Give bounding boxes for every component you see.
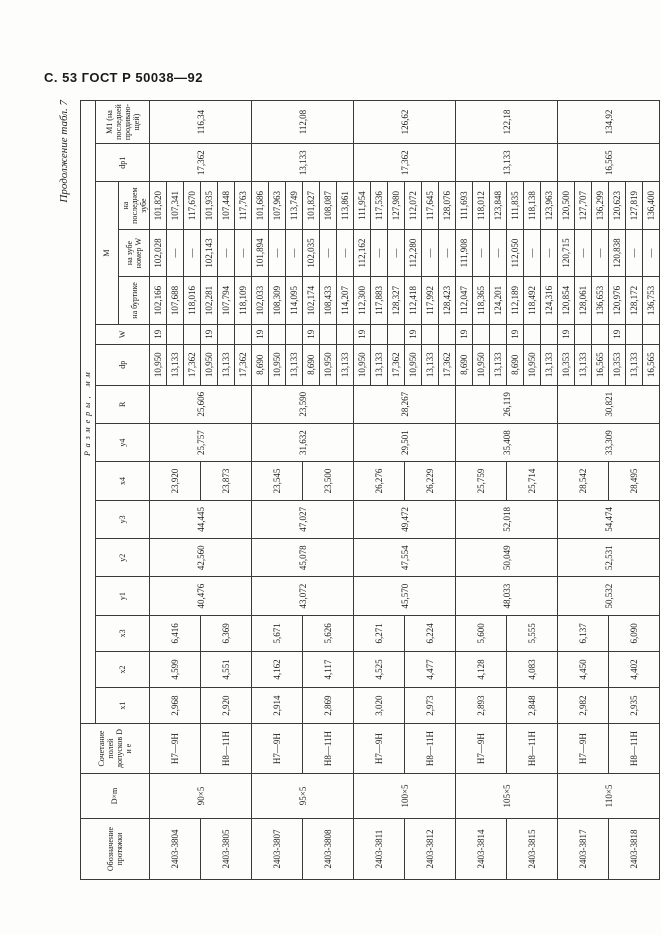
cell-m-burt: 114,207: [337, 277, 354, 324]
cell-x4: 23,873: [201, 462, 252, 500]
cell-m-zub: 102,035: [303, 229, 320, 276]
cell-m-burt: 112,418: [405, 277, 422, 324]
cell-w: 19: [609, 324, 626, 344]
cell-dp: 13,133: [422, 344, 439, 385]
cell-x4: 25,714: [507, 462, 558, 500]
cell-dp: 8,690: [507, 344, 524, 385]
cell-m-burt: 118,016: [184, 277, 201, 324]
cell-m-burt: 128,061: [575, 277, 592, 324]
cell-dp1: 17,362: [354, 144, 456, 182]
cell-m-last: 123,848: [490, 182, 507, 229]
cell-m-last: 101,827: [303, 182, 320, 229]
header-m1: M1 (на последней продивающей): [96, 101, 150, 144]
table-row: [558, 101, 575, 880]
cell-m-burt: 108,309: [269, 277, 286, 324]
cell-designation: 2403-3814: [456, 819, 507, 880]
cell-y4: 25,757: [150, 423, 252, 461]
cell-m-burt: 102,174: [303, 277, 320, 324]
dimensions-title: Размеры, мм: [81, 101, 96, 724]
cell-m-zub: —: [218, 229, 235, 276]
cell-m-zub: —: [269, 229, 286, 276]
cell-w: 19: [507, 324, 524, 344]
cell-m-zub: —: [524, 229, 541, 276]
cell-m-last: 101,820: [150, 182, 167, 229]
cell-m-zub: —: [388, 229, 405, 276]
cell-x3: 6,224: [405, 615, 456, 651]
cell-dp: 8,690: [252, 344, 269, 385]
cell-y3: 44,445: [150, 500, 252, 538]
cell-dxm: 90×5: [150, 773, 252, 818]
cell-x2: 4,599: [150, 651, 201, 687]
table-row: [354, 101, 371, 880]
cell-designation: 2403-3805: [201, 819, 252, 880]
cell-w: [643, 324, 660, 344]
cell-w: [626, 324, 643, 344]
cell-w: 19: [354, 324, 371, 344]
cell-m-zub: 111,908: [456, 229, 473, 276]
cell-w: [422, 324, 439, 344]
cell-m-burt: 107,794: [218, 277, 235, 324]
page-header: С. 53 ГОСТ Р 50038—92: [44, 70, 204, 85]
cell-tolerance: H7—9H: [354, 724, 405, 774]
cell-dp: 10,950: [320, 344, 337, 385]
cell-x2: 4,477: [405, 651, 456, 687]
cell-m-last: 120,623: [609, 182, 626, 229]
cell-m-burt: 112,047: [456, 277, 473, 324]
cell-w: [439, 324, 456, 344]
cell-dp: 13,133: [371, 344, 388, 385]
cell-m-burt: 124,316: [541, 277, 558, 324]
cell-w: [371, 324, 388, 344]
cell-w: [524, 324, 541, 344]
cell-m-burt: 118,109: [235, 277, 252, 324]
cell-m-zub: —: [490, 229, 507, 276]
cell-m-burt: 120,854: [558, 277, 575, 324]
cell-designation: 2403-3804: [150, 819, 201, 880]
cell-dp: 10,950: [473, 344, 490, 385]
rotated-table-area: [58, 100, 656, 880]
cell-m-zub: —: [337, 229, 354, 276]
cell-m1: 122,18: [456, 101, 558, 144]
cell-dp: 13,133: [337, 344, 354, 385]
cell-x1: 2,968: [150, 688, 201, 724]
cell-dp: 17,362: [388, 344, 405, 385]
cell-dp: 13,133: [626, 344, 643, 385]
cell-x3: 5,626: [303, 615, 354, 651]
cell-m-burt: 114,095: [286, 277, 303, 324]
cell-w: [218, 324, 235, 344]
cell-dxm: 110×5: [558, 773, 660, 818]
cell-dp: 10,950: [354, 344, 371, 385]
cell-dp: 13,133: [541, 344, 558, 385]
cell-y1: 45,570: [354, 577, 456, 615]
cell-m-last: 111,693: [456, 182, 473, 229]
header-m-zub: на зубе номер W: [119, 229, 150, 276]
cell-dxm: 105×5: [456, 773, 558, 818]
cell-x3: 6,137: [558, 615, 609, 651]
cell-m-last: 120,500: [558, 182, 575, 229]
cell-x4: 23,920: [150, 462, 201, 500]
header-dp1: dp1: [96, 144, 150, 182]
cell-x3: 6,416: [150, 615, 201, 651]
cell-y2: 50,049: [456, 539, 558, 577]
cell-m-zub: 120,715: [558, 229, 575, 276]
cell-x3: 6,090: [609, 615, 660, 651]
cell-x3: 5,671: [252, 615, 303, 651]
cell-m-zub: 101,894: [252, 229, 269, 276]
header-y1: y1: [96, 577, 150, 615]
cell-m-zub: 112,280: [405, 229, 422, 276]
cell-dp1: 17,362: [150, 144, 252, 182]
cell-x1: 2,848: [507, 688, 558, 724]
header-dp: dp: [96, 344, 150, 385]
cell-m-last: 101,935: [201, 182, 218, 229]
cell-m-burt: 118,492: [524, 277, 541, 324]
cell-dp: 13,133: [167, 344, 184, 385]
cell-y4: 29,501: [354, 423, 456, 461]
header-x1: x1: [96, 688, 150, 724]
cell-designation: 2403-3811: [354, 819, 405, 880]
cell-m-zub: —: [575, 229, 592, 276]
header-w: W: [96, 324, 150, 344]
header-m: M: [96, 182, 119, 324]
cell-m1: 116,34: [150, 101, 252, 144]
header-y2: y2: [96, 539, 150, 577]
cell-x4: 26,229: [405, 462, 456, 500]
cell-w: [575, 324, 592, 344]
cell-x4: 23,545: [252, 462, 303, 500]
cell-m-last: 128,076: [439, 182, 456, 229]
cell-m-burt: 107,688: [167, 277, 184, 324]
table-body: [150, 101, 660, 880]
cell-m-last: 127,819: [626, 182, 643, 229]
cell-dp: 13,133: [286, 344, 303, 385]
cell-dp: 13,133: [575, 344, 592, 385]
cell-tolerance: H7—9H: [456, 724, 507, 774]
dimensions-table: [80, 100, 660, 880]
header-y4: y4: [96, 423, 150, 461]
cell-y2: 45,078: [252, 539, 354, 577]
cell-y3: 54,474: [558, 500, 660, 538]
cell-x4: 28,542: [558, 462, 609, 500]
cell-dp: 10,353: [558, 344, 575, 385]
cell-m-last: 118,012: [473, 182, 490, 229]
table-row: [201, 101, 218, 880]
cell-m-last: 111,835: [507, 182, 524, 229]
cell-m-last: 117,670: [184, 182, 201, 229]
header-x2: x2: [96, 651, 150, 687]
cell-x1: 2,973: [405, 688, 456, 724]
cell-y2: 42,560: [150, 539, 252, 577]
cell-y1: 40,476: [150, 577, 252, 615]
cell-x4: 25,759: [456, 462, 507, 500]
table-row: [252, 101, 269, 880]
cell-m-zub: —: [184, 229, 201, 276]
cell-tolerance: H7—9H: [558, 724, 609, 774]
cell-w: [592, 324, 609, 344]
cell-y2: 47,554: [354, 539, 456, 577]
table-rotated-frame: [58, 100, 656, 880]
header-dxm: D×m: [81, 773, 150, 818]
cell-r: 26,119: [456, 385, 558, 423]
cell-m-burt: 124,201: [490, 277, 507, 324]
cell-dp: 13,133: [218, 344, 235, 385]
cell-w: [490, 324, 507, 344]
cell-w: [473, 324, 490, 344]
cell-m1: 112,08: [252, 101, 354, 144]
cell-m-zub: —: [235, 229, 252, 276]
cell-m-last: 107,448: [218, 182, 235, 229]
cell-m-zub: —: [286, 229, 303, 276]
cell-dp: 10,950: [524, 344, 541, 385]
cell-x4: 26,276: [354, 462, 405, 500]
cell-m-zub: 120,838: [609, 229, 626, 276]
cell-m-zub: 102,143: [201, 229, 218, 276]
header-r: R: [96, 385, 150, 423]
cell-x2: 4,450: [558, 651, 609, 687]
cell-y1: 43,072: [252, 577, 354, 615]
cell-m-zub: —: [473, 229, 490, 276]
table-row: [150, 101, 167, 880]
cell-m-burt: 120,976: [609, 277, 626, 324]
cell-dp: 8,690: [456, 344, 473, 385]
cell-w: [269, 324, 286, 344]
cell-y1: 48,033: [456, 577, 558, 615]
cell-m-zub: —: [422, 229, 439, 276]
cell-x4: 23,500: [303, 462, 354, 500]
cell-m-burt: 108,433: [320, 277, 337, 324]
table-row: [456, 101, 473, 880]
cell-m-zub: 112,162: [354, 229, 371, 276]
cell-x2: 4,117: [303, 651, 354, 687]
cell-dp: 10,950: [201, 344, 218, 385]
cell-r: 28,267: [354, 385, 456, 423]
cell-x4: 28,495: [609, 462, 660, 500]
cell-m-last: 123,963: [541, 182, 558, 229]
cell-m-last: 117,645: [422, 182, 439, 229]
cell-m-last: 127,980: [388, 182, 405, 229]
cell-m-burt: 128,423: [439, 277, 456, 324]
cell-x1: 3,020: [354, 688, 405, 724]
cell-w: [320, 324, 337, 344]
cell-dp1: 16,565: [558, 144, 660, 182]
cell-m-last: 107,963: [269, 182, 286, 229]
cell-r: 23,590: [252, 385, 354, 423]
cell-w: 19: [405, 324, 422, 344]
cell-tolerance: H8—11H: [507, 724, 558, 774]
cell-m-burt: 128,327: [388, 277, 405, 324]
cell-m-last: 127,707: [575, 182, 592, 229]
cell-m-last: 101,686: [252, 182, 269, 229]
cell-m-burt: 102,281: [201, 277, 218, 324]
cell-w: [286, 324, 303, 344]
cell-x2: 4,551: [201, 651, 252, 687]
cell-dp: 10,950: [405, 344, 422, 385]
cell-x2: 4,128: [456, 651, 507, 687]
cell-m-burt: 136,753: [643, 277, 660, 324]
continuation-caption: Продолжение табл. 7: [58, 100, 70, 203]
cell-x3: 6,271: [354, 615, 405, 651]
cell-w: 19: [150, 324, 167, 344]
header-m-last: на последнем зубе: [119, 182, 150, 229]
cell-dp: 17,362: [235, 344, 252, 385]
cell-m-last: 136,400: [643, 182, 660, 229]
table-row: [507, 101, 524, 880]
table-row: [303, 101, 320, 880]
cell-x1: 2,982: [558, 688, 609, 724]
cell-m-last: 117,536: [371, 182, 388, 229]
cell-dxm: 100×5: [354, 773, 456, 818]
cell-x3: 5,600: [456, 615, 507, 651]
header-x3: x3: [96, 615, 150, 651]
cell-w: [235, 324, 252, 344]
cell-y1: 50,532: [558, 577, 660, 615]
cell-designation: 2403-3812: [405, 819, 456, 880]
cell-y4: 31,632: [252, 423, 354, 461]
header-y3: y3: [96, 500, 150, 538]
cell-dp: 10,353: [609, 344, 626, 385]
cell-m-burt: 128,172: [626, 277, 643, 324]
cell-r: 30,821: [558, 385, 660, 423]
cell-x1: 2,920: [201, 688, 252, 724]
header-tolerance: Сочетание полей допусков D и e: [81, 724, 150, 774]
cell-tolerance: H8—11H: [303, 724, 354, 774]
cell-dp: 13,133: [490, 344, 507, 385]
cell-y4: 33,309: [558, 423, 660, 461]
cell-x2: 4,083: [507, 651, 558, 687]
cell-y4: 35,408: [456, 423, 558, 461]
cell-dp: 10,950: [269, 344, 286, 385]
cell-m-burt: 117,883: [371, 277, 388, 324]
cell-tolerance: H7—9H: [150, 724, 201, 774]
cell-m-zub: —: [439, 229, 456, 276]
cell-m-last: 136,299: [592, 182, 609, 229]
cell-m-last: 111,954: [354, 182, 371, 229]
cell-r: 25,606: [150, 385, 252, 423]
cell-w: [541, 324, 558, 344]
cell-m-burt: 112,189: [507, 277, 524, 324]
cell-w: 19: [456, 324, 473, 344]
cell-m1: 126,62: [354, 101, 456, 144]
cell-dp: 17,362: [439, 344, 456, 385]
cell-tolerance: H8—11H: [609, 724, 660, 774]
cell-w: [337, 324, 354, 344]
cell-x2: 4,525: [354, 651, 405, 687]
cell-w: [184, 324, 201, 344]
cell-m-last: 118,138: [524, 182, 541, 229]
cell-m-burt: 117,992: [422, 277, 439, 324]
cell-m-zub: —: [626, 229, 643, 276]
header-x4: x4: [96, 462, 150, 500]
cell-m-zub: —: [320, 229, 337, 276]
cell-m-burt: 102,033: [252, 277, 269, 324]
cell-designation: 2403-3808: [303, 819, 354, 880]
cell-y2: 52,531: [558, 539, 660, 577]
cell-m-zub: —: [541, 229, 558, 276]
header-designation: Обозначение протяжки: [81, 819, 150, 880]
cell-m-burt: 136,653: [592, 277, 609, 324]
cell-designation: 2403-3818: [609, 819, 660, 880]
cell-y3: 49,472: [354, 500, 456, 538]
cell-x1: 2,893: [456, 688, 507, 724]
cell-m-zub: 102,028: [150, 229, 167, 276]
cell-x2: 4,162: [252, 651, 303, 687]
cell-m-zub: —: [592, 229, 609, 276]
table-row: [609, 101, 626, 880]
cell-x2: 4,402: [609, 651, 660, 687]
cell-w: 19: [558, 324, 575, 344]
cell-w: 19: [303, 324, 320, 344]
cell-w: [167, 324, 184, 344]
cell-dxm: 95×5: [252, 773, 354, 818]
cell-dp1: 13,133: [456, 144, 558, 182]
cell-m-last: 117,763: [235, 182, 252, 229]
cell-w: [388, 324, 405, 344]
cell-dp1: 13,133: [252, 144, 354, 182]
cell-x3: 5,555: [507, 615, 558, 651]
cell-m-last: 113,749: [286, 182, 303, 229]
cell-m-last: 112,072: [405, 182, 422, 229]
cell-tolerance: H8—11H: [201, 724, 252, 774]
cell-dp: 10,950: [150, 344, 167, 385]
cell-tolerance: H7—9H: [252, 724, 303, 774]
cell-m-last: 107,341: [167, 182, 184, 229]
cell-m-burt: 102,166: [150, 277, 167, 324]
cell-designation: 2403-3815: [507, 819, 558, 880]
cell-m-last: 113,861: [337, 182, 354, 229]
cell-m-last: 108,087: [320, 182, 337, 229]
cell-m-zub: 112,050: [507, 229, 524, 276]
cell-tolerance: H8—11H: [405, 724, 456, 774]
cell-w: 19: [252, 324, 269, 344]
cell-x3: 6,369: [201, 615, 252, 651]
cell-y3: 52,018: [456, 500, 558, 538]
cell-y3: 47,027: [252, 500, 354, 538]
cell-designation: 2403-3807: [252, 819, 303, 880]
cell-dp: 16,565: [643, 344, 660, 385]
cell-dp: 17,362: [184, 344, 201, 385]
cell-m-burt: 112,300: [354, 277, 371, 324]
cell-m-zub: —: [643, 229, 660, 276]
cell-m-zub: —: [167, 229, 184, 276]
cell-m-zub: —: [371, 229, 388, 276]
cell-x1: 2,914: [252, 688, 303, 724]
table-row: [405, 101, 422, 880]
header-m-burt: на буртике: [119, 277, 150, 324]
cell-w: 19: [201, 324, 218, 344]
cell-m-burt: 118,365: [473, 277, 490, 324]
cell-m1: 134,92: [558, 101, 660, 144]
cell-x1: 2,935: [609, 688, 660, 724]
cell-x1: 2,869: [303, 688, 354, 724]
cell-dp: 8,690: [303, 344, 320, 385]
cell-dp: 16,565: [592, 344, 609, 385]
cell-designation: 2403-3817: [558, 819, 609, 880]
